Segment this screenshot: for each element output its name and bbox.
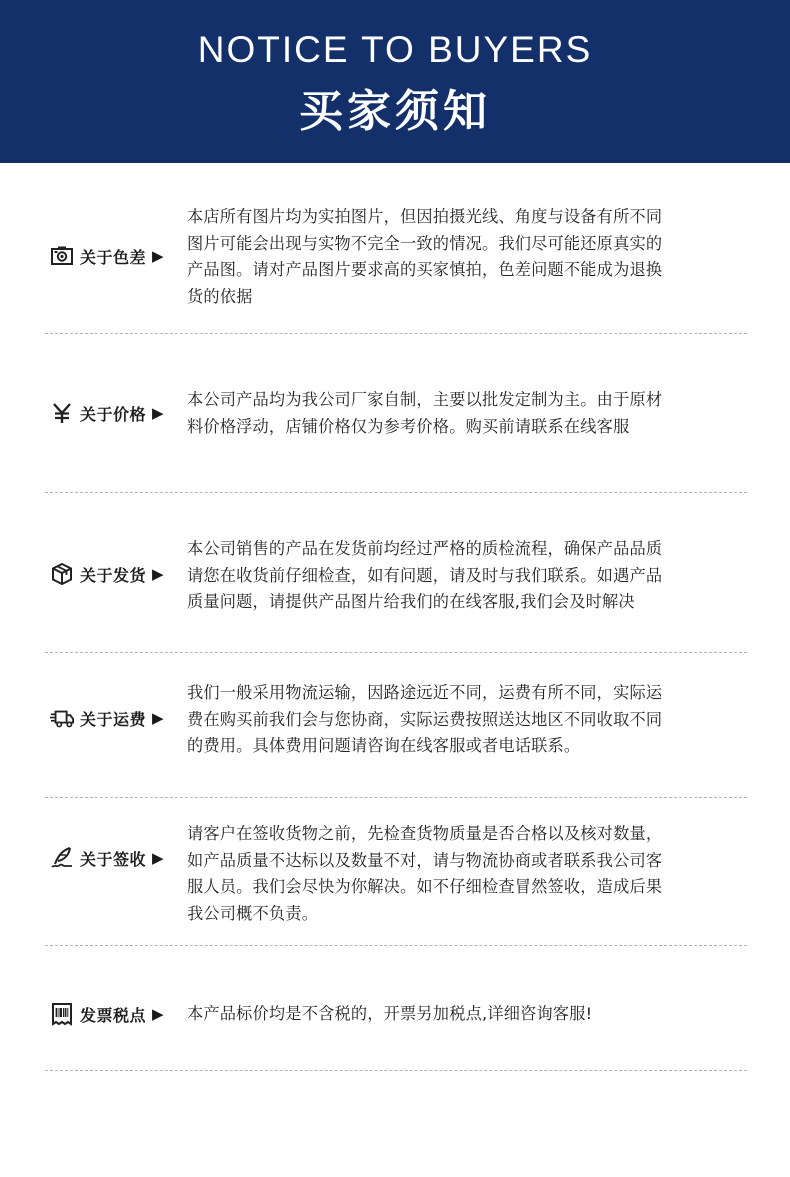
signature-icon [50, 846, 74, 870]
text-line: 服人员。我们会尽快为你解决。如不仔细检查冒然签收，造成后果 [187, 877, 663, 896]
truck-icon [50, 706, 74, 730]
section-label-text: 关于运费 [80, 709, 147, 729]
arrow-right-icon: ▶ [152, 404, 164, 422]
section-label [50, 561, 164, 587]
text-line: 质量问题，请提供产品图片给我们的在线客服,我们会及时解决 [187, 592, 635, 611]
section-body [187, 821, 747, 927]
dashed-divider [45, 492, 747, 493]
text-line: 本店所有图片均为实拍图片，但因拍摄光线、角度与设备有所不同 [187, 207, 663, 226]
text-line: 料价格浮动，店铺价格仅为参考价格。购买前请联系在线客服 [187, 416, 630, 436]
section-label [50, 243, 164, 269]
section-body [187, 387, 747, 440]
text-line: 如产品质量不达标以及数量不对，请与物流协商或者联系我公司客 [187, 850, 663, 870]
section-label [50, 1001, 164, 1027]
arrow-right-icon: ▶ [152, 709, 164, 727]
text-line: 图片可能会出现与实物不完全一致的情况。我们尽可能还原真实的 [187, 233, 663, 253]
arrow-right-icon: ▶ [152, 849, 164, 867]
arrow-right-icon: ▶ [152, 1005, 164, 1023]
dashed-divider [45, 945, 747, 946]
dashed-divider [45, 333, 747, 334]
invoice-icon [50, 1002, 74, 1026]
text-line: 我公司概不负责。 [187, 903, 319, 923]
section-label-text: 关于色差 [80, 247, 147, 267]
text-line: 我们一般采用物流运输，因路途远近不同，运费有所不同，实际运 [187, 683, 663, 702]
section-label-text: 发票税点 [80, 1005, 147, 1025]
dashed-divider [45, 1070, 747, 1071]
section-label-text: 关于价格 [80, 404, 147, 424]
arrow-right-icon: ▶ [152, 565, 164, 583]
page-header [0, 0, 790, 163]
text-line: 费在购买前我们会与您协商，实际运费按照送达地区不同收取不同 [187, 709, 663, 729]
section-label [50, 845, 164, 871]
section-body [187, 680, 747, 760]
text-line: 本公司销售的产品在发货前均经过严格的质检流程，确保产品品质 [187, 539, 663, 558]
yen-icon [50, 401, 74, 425]
text-line: 请客户在签收货物之前，先检查货物质量是否合格以及核对数量， [187, 824, 663, 843]
package-icon [50, 562, 74, 586]
section-body [187, 536, 747, 616]
section-body [187, 1001, 747, 1028]
dashed-divider [45, 797, 747, 798]
section-label [50, 705, 164, 731]
dashed-divider [45, 652, 747, 653]
text-line: 货的依据 [187, 286, 253, 306]
section-label-text: 关于签收 [80, 849, 147, 869]
section-label [50, 400, 164, 426]
text-line: 请您在收货前仔细检查，如有问题，请及时与我们联系。如遇产品 [187, 565, 663, 585]
section-body [187, 204, 747, 310]
text-line: 本产品标价均是不含税的，开票另加税点,详细咨询客服! [187, 1004, 593, 1023]
camera-icon [50, 244, 74, 268]
text-line: 的费用。具体费用问题请咨询在线客服或者电话联系。 [187, 736, 581, 755]
arrow-right-icon: ▶ [152, 247, 164, 265]
section-label-text: 关于发货 [80, 565, 147, 585]
title-chinese: 买家须知 [299, 86, 491, 137]
text-line: 本公司产品均为我公司厂家自制，主要以批发定制为主。由于原材 [187, 390, 663, 409]
title-english: NOTICE TO BUYERS [197, 29, 593, 70]
text-line: 产品图。请对产品图片要求高的买家慎拍，色差问题不能成为退换 [187, 260, 663, 279]
